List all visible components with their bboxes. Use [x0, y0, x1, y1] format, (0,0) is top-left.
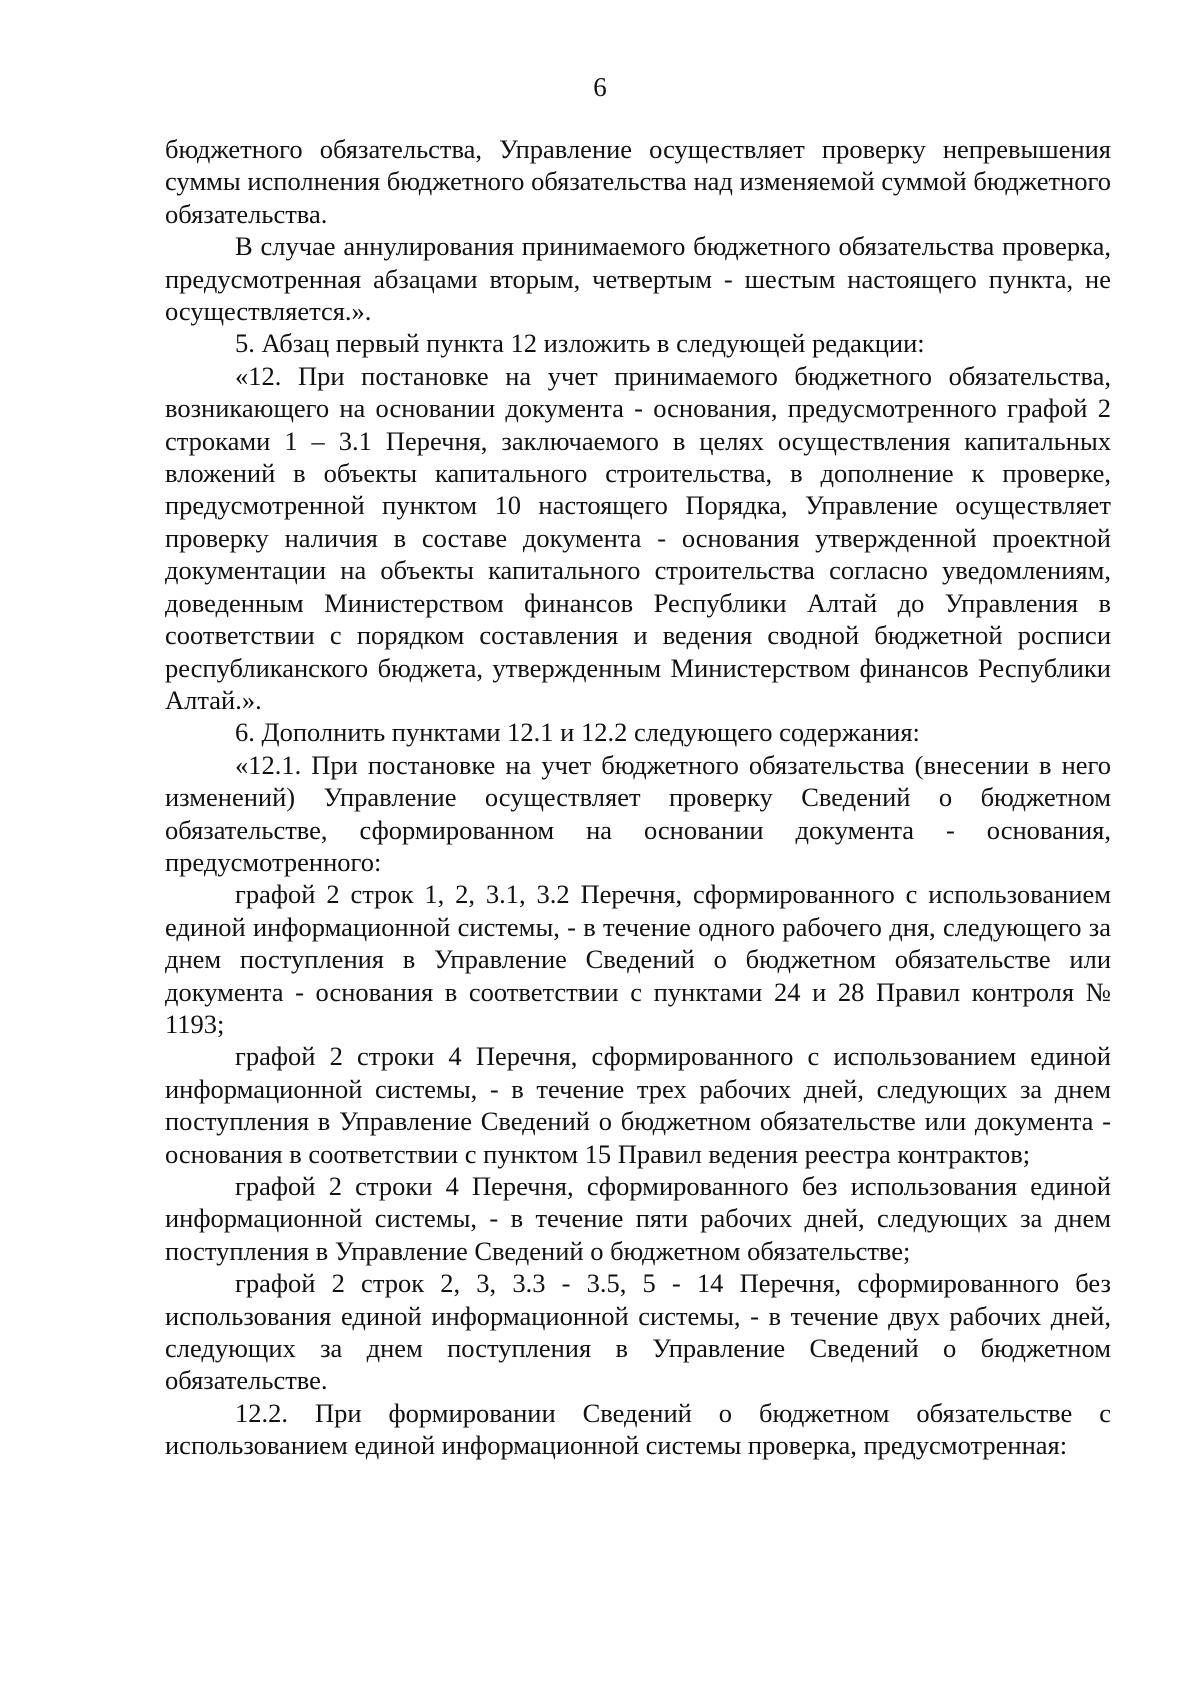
paragraph-clause-12-1: «12.1. При постановке на учет бюджетного обязательства (внесении в него изменений) Управление осуществляет проверку Сведений о бюджетном обязательстве, сформированном на основании документа - основания, предусмотренного: [165, 749, 1111, 877]
paragraph-rows-1-2-3-1-3-2: графой 2 строк 1, 2, 3.1, 3.2 Перечня, сформированного с использованием единой информационной системы, - в течение одного рабочего дня, следующего за днем поступления в Управление Сведений о бюджетном обязательстве или документа - основания в соответствии с пунктами 24 и 28 Правил контроля № 1193; [165, 879, 1111, 1039]
paragraph-item-5: 5. Абзац первый пункта 12 изложить в следующей редакции: [235, 328, 925, 359]
paragraph-item-6: 6. Дополнить пунктами 12.1 и 12.2 следующего содержания: [235, 717, 920, 748]
paragraph-row-4-with-eis: графой 2 строки 4 Перечня, сформированного с использованием единой информационной системы, - в течение трех рабочих дней, следующих за днем поступления в Управление Сведений о бюджетном обязательстве или документа - основания в соответствии с пунктом 15 Правил ведения реестра контрактов; [165, 1041, 1111, 1169]
paragraph-budget-check: бюджетного обязательства, Управление осуществляет проверку непревышения суммы исполнения бюджетного обязательства над изменяемой суммой бюджетного обязательства. [165, 134, 1111, 229]
document-body [165, 133, 1111, 1462]
paragraph-clause-12-2: 12.2. При формировании Сведений о бюджетном обязательстве с использованием единой информационной системы проверка, предусмотренная: [165, 1397, 1111, 1461]
paragraph-row-4-without-eis: графой 2 строки 4 Перечня, сформированного без использования единой информационной системы, - в течение пяти рабочих дней, следующих за днем поступления в Управление Сведений о бюджетном обязательстве; [165, 1171, 1111, 1266]
page-number: 6 [593, 72, 607, 102]
paragraph-rows-2-3-without-eis: графой 2 строк 2, 3, 3.3 - 3.5, 5 - 14 Перечня, сформированного без использования единой информационной системы, - в течение двух рабочих дней, следующих за днем поступления в Управление Сведений о бюджетном обязательстве. [165, 1268, 1111, 1396]
paragraph-clause-12: «12. При постановке на учет принимаемого бюджетного обязательства, возникающего на основании документа - основания, предусмотренного графой 2 строками 1 – 3.1 Перечня, заключаемого в целях осуществления капитальных вложений в объекты капитального строительства, в дополнение к проверке, предусмотренной пунктом 10 настоящего Порядка, Управление осуществляет проверку наличия в составе документа - основания утвержденной проектной документации на объекты капитального строительства согласно уведомлениям, доведенным Министерством финансов Республики Алтай до Управления в соответствии с порядком составления и ведения сводной бюджетной росписи республиканского бюджета, утвержденным Министерством финансов Республики Алтай.». [165, 360, 1111, 715]
paragraph-annulment: В случае аннулирования принимаемого бюджетного обязательства проверка, предусмотренная абзацами вторым, четвертым - шестым настоящего пункта, не осуществляется.». [165, 231, 1111, 327]
